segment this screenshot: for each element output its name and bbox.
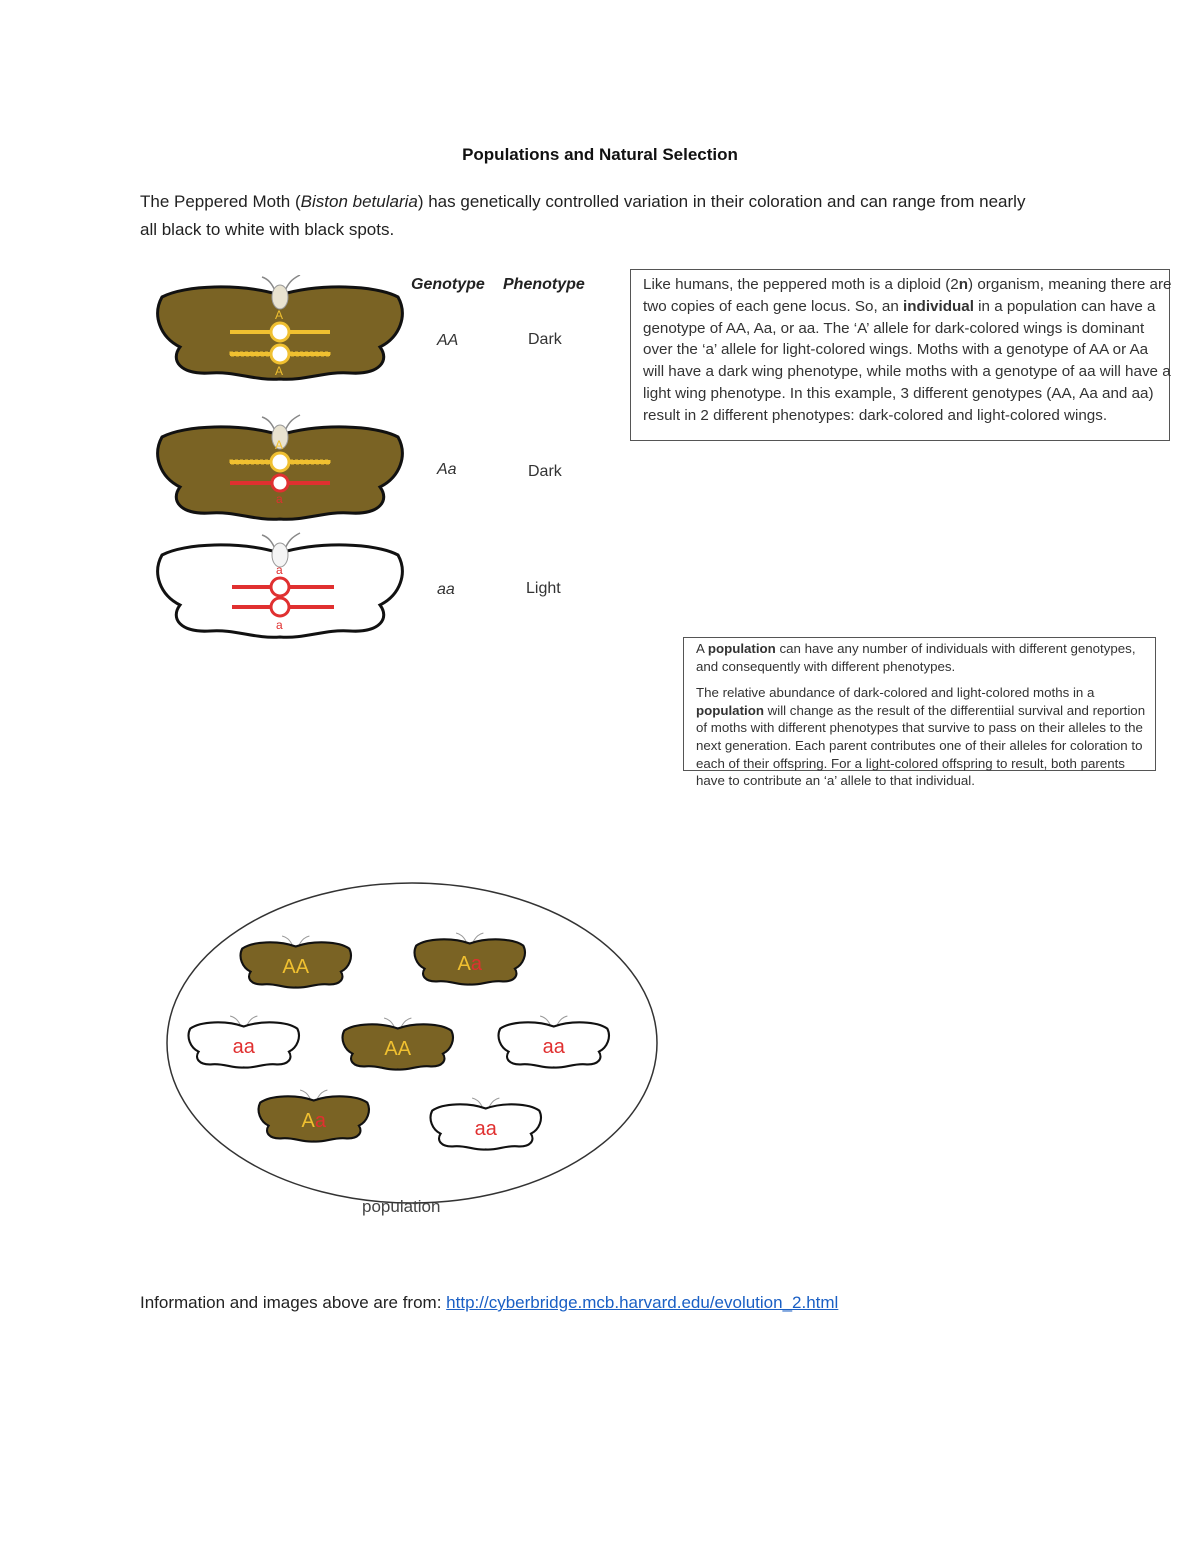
allele-label: A [275,308,284,322]
allele-label: A [275,364,284,378]
genotype-row-3: aa [437,581,455,598]
source-text: Information and images above are from: [140,1293,447,1312]
phenotype-header: Phenotype [503,276,585,293]
allele-label: A [275,438,284,452]
species-name: Biston betularia [300,192,418,211]
diploid-info-text: Like humans, the peppered moth is a diploid (2n) organism, meaning there are two copies of each gene locus. So, an individual in a population can have a genotype of AA, Aa, or aa. The ‘A’ allele for dark-colored wings is dominant over the ‘a’ allele for light-colored wings. Moths with a genotype of AA or Aa will have a dark wing phenotype, while moths with a genotype of aa will have a light wing phenotype. In this example, 3 different genotypes (AA, Aa and aa) result in 2 different phenotypes: dark-colored and light-colored wings. [643,276,1172,424]
population-moth-genotype: AA [384,1037,412,1060]
population-info-paragraph-1: A population can have any number of individuals with different genotypes, and consequently with different phenotypes. [696,641,1136,674]
population-moth-genotype: aa [474,1117,497,1140]
source-line [140,1293,838,1313]
allele-label: a [276,492,283,506]
moth-aa-light [158,533,403,637]
intro-text-start: The Peppered Moth ( [140,192,301,211]
source-link[interactable]: http://cyberbridge.mcb.harvard.edu/evolution_2.html [446,1293,839,1312]
intro-paragraph [140,188,1040,244]
allele-label: a [276,618,283,632]
intro-text-end: ) has genetically controlled variation in their coloration and can range from nearly all black to white with black spots. [140,192,1026,239]
moth-heterozygous-dark [158,415,403,519]
population-info-paragraph-2: The relative abundance of dark-colored and light-colored moths in a population will change as the result of the differentiial survival and reportion of moths with different phenotypes that survive to pass on their alleles to the next generation. Each parent contributes one of their alleles for coloration to each of their offspring. For a light-colored offspring to result, both parents have to contribute an ‘a’ allele to that individual. [696,685,1146,789]
genotype-row-1: AA [437,332,459,349]
population-moth-genotype: AA [282,955,310,978]
phenotype-row-3: Light [526,580,561,597]
phenotype-row-2: Dark [528,463,562,480]
population-diagram [160,878,670,1208]
population-moth-genotype: aa [542,1035,565,1058]
population-moth-genotype: aa [232,1035,255,1058]
genotype-row-2: Aa [437,461,457,478]
population-moth-genotype: Aa [301,1109,326,1132]
population-info-text [696,640,1146,799]
population-label: population [362,1197,441,1216]
population-moth-genotype: Aa [457,952,482,975]
genotype-moth-diagrams [150,275,415,655]
page-title: Populations and Natural Selection [462,145,738,164]
allele-label: a [276,563,283,577]
moth-aa-dark [158,275,403,379]
phenotype-row-1: Dark [528,331,562,348]
genotype-header: Genotype [411,276,485,293]
